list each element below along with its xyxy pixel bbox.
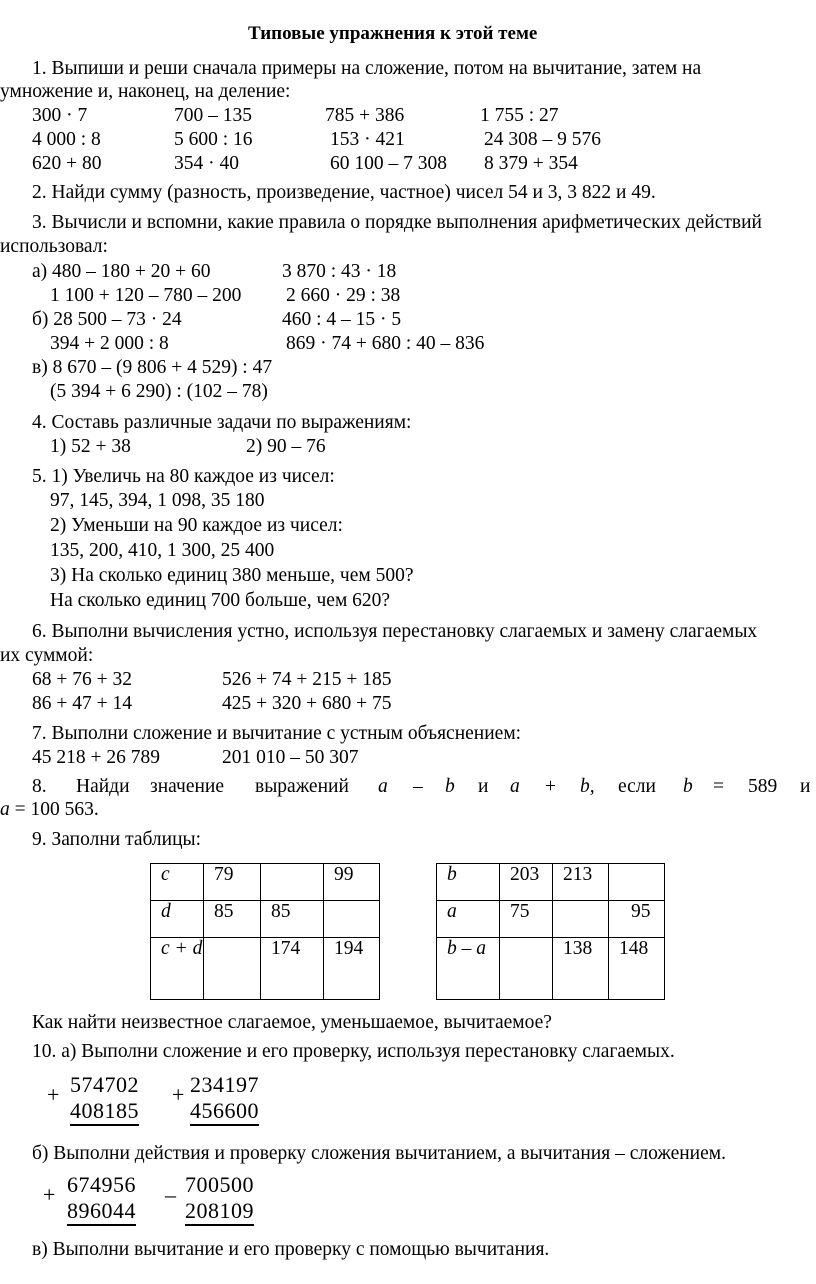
column-top-number: 674956 (67, 1172, 136, 1197)
ex1-cell: 1 755 : 27 (480, 105, 559, 126)
ex3-expr: 869 · 74 + 680 : 40 – 836 (286, 333, 485, 354)
ex10-a-text: 10. а) Выполни сложение и его проверку, используя перестановку слагаемых. (32, 1041, 675, 1062)
ex8-word: и (478, 776, 489, 797)
page-title: Типовые упражнения к этой теме (248, 23, 538, 44)
ex3-expr: а) 480 – 180 + 20 + 60 (32, 261, 211, 282)
ex5-line: 2) Уменьши на 90 каждое из чисел: (50, 515, 343, 536)
table-cell: 148 (609, 938, 665, 1000)
ex6-expr: 68 + 76 + 32 (32, 669, 132, 690)
ex5-line: 135, 200, 410, 1 300, 25 400 (50, 540, 275, 561)
table-cell (204, 938, 261, 1000)
ex8-word: 589 (748, 776, 778, 797)
table-cell: c + d (151, 938, 204, 1000)
table-cell: 138 (553, 938, 609, 1000)
ex8-var: a (0, 799, 10, 820)
ex8-word: выражений (255, 776, 349, 797)
ex7-expr: 201 010 – 50 307 (222, 747, 359, 768)
ex8-word: b (445, 776, 455, 797)
ex6-line1: 6. Выполни вычисления устно, используя перестановку слагаемых и замену слагаемых (32, 621, 758, 642)
ex5-line: 97, 145, 394, 1 098, 35 180 (50, 490, 265, 511)
ex8-word: b (683, 776, 693, 797)
table-cell: 174 (261, 938, 324, 1000)
ex4-expr: 2) 90 – 76 (246, 436, 326, 457)
table-cell: 85 (261, 901, 324, 938)
table-cell (324, 901, 380, 938)
ex10-b-text: б) Выполни действия и проверку сложения вычитанием, а вычитания – сложением. (32, 1143, 726, 1164)
table-cell (500, 938, 553, 1000)
ex8-word: 8. (32, 776, 47, 797)
ex1-cell: 153 · 421 (330, 129, 405, 150)
ex3-line2: использовал: (0, 236, 108, 257)
ex4-expr: 1) 52 + 38 (50, 436, 131, 457)
table-cell (261, 864, 324, 901)
ex8-word: b, (580, 776, 595, 797)
table-cell: 85 (204, 901, 261, 938)
column-bottom-number: 208109 (185, 1198, 254, 1226)
table-cell: d (151, 901, 204, 938)
column-bottom-number: 896044 (67, 1198, 136, 1226)
plus-sign: + (47, 1082, 60, 1107)
table-cell: 213 (553, 864, 609, 901)
table-cell: a (437, 901, 500, 938)
minus-sign: – (165, 1182, 176, 1207)
ex8-word: значение (150, 776, 225, 797)
ex1-cell: 24 308 – 9 576 (484, 129, 601, 150)
table-cell (609, 864, 665, 901)
ex10-c-text: в) Выполни вычитание и его проверку с помощью вычитания. (32, 1239, 550, 1260)
ex1-cell: 354 · 40 (174, 153, 239, 174)
ex2-text: 2. Найди сумму (разность, произведение, частное) чисел 54 и 3, 3 822 и 49. (32, 182, 656, 203)
table-c-d (150, 863, 380, 1000)
ex8-word: если (618, 776, 656, 797)
table-cell: 95 (609, 901, 665, 938)
ex3-expr: 3 870 : 43 · 18 (282, 261, 397, 282)
ex6-expr: 425 + 320 + 680 + 75 (222, 693, 392, 714)
table-cell: 75 (500, 901, 553, 938)
ex8-word: Найди (76, 776, 130, 797)
column-bottom-number: 456600 (190, 1098, 259, 1126)
ex8-line2 (0, 800, 99, 820)
ex9-question: Как найти неизвестное слагаемое, уменьшаемое, вычитаемое? (32, 1012, 552, 1033)
table-cell: c (151, 864, 204, 901)
column-calculation (165, 1072, 259, 1126)
table-b-a (436, 863, 665, 1000)
ex3-expr: 394 + 2 000 : 8 (50, 333, 169, 354)
ex1-cell: 60 100 – 7 308 (330, 153, 447, 174)
ex1-cell: 5 600 : 16 (174, 129, 253, 150)
ex3-expr: в) 8 670 – (9 806 + 4 529) : 47 (32, 357, 273, 378)
table-cell: 79 (204, 864, 261, 901)
column-calculation (42, 1172, 136, 1226)
ex3-expr: 460 : 4 – 15 · 5 (282, 309, 402, 330)
ex1-cell: 300 · 7 (32, 105, 88, 126)
ex1-cell: 620 + 80 (32, 153, 102, 174)
ex1-cell: 700 – 135 (174, 105, 252, 126)
column-calculation (160, 1172, 254, 1226)
column-top-number: 700500 (185, 1172, 254, 1197)
table-cell: 194 (324, 938, 380, 1000)
ex8-word: – (413, 776, 423, 797)
table-cell: b – a (437, 938, 500, 1000)
ex5-line: На сколько единиц 700 больше, чем 620? (50, 590, 391, 611)
table-cell (553, 901, 609, 938)
plus-sign: + (43, 1182, 56, 1207)
ex3-expr: (5 394 + 6 290) : (102 – 78) (50, 381, 268, 402)
table-cell: 203 (500, 864, 553, 901)
ex5-line: 5. 1) Увеличь на 80 каждое из чисел: (32, 466, 335, 487)
ex3-expr: б) 28 500 – 73 · 24 (32, 309, 182, 330)
ex1-cell: 785 + 386 (325, 105, 405, 126)
plus-sign: + (172, 1082, 185, 1107)
ex1-line2: умножение и, наконец, на деление: (0, 81, 291, 102)
ex4-line1: 4. Составь различные задачи по выражениям: (32, 412, 412, 433)
ex3-expr: 1 100 + 120 – 780 – 200 (50, 285, 242, 306)
ex7-expr: 45 218 + 26 789 (32, 747, 160, 768)
ex3-expr: 2 660 · 29 : 38 (286, 285, 401, 306)
ex5-line: 3) На сколько единиц 380 меньше, чем 500? (50, 565, 414, 586)
column-bottom-number: 408185 (70, 1098, 139, 1126)
ex7-line1: 7. Выполни сложение и вычитание с устным объяснением: (32, 723, 522, 744)
ex8-word: и (800, 776, 811, 797)
column-top-number: 574702 (70, 1072, 139, 1097)
ex8-value: = 100 563. (9, 799, 99, 820)
ex3-line1: 3. Вычисли и вспомни, какие правила о порядке выполнения арифметических действий (32, 212, 762, 233)
ex6-expr: 86 + 47 + 14 (32, 693, 132, 714)
table-cell: 99 (324, 864, 380, 901)
ex1-cell: 4 000 : 8 (32, 129, 101, 150)
ex8-word: a (510, 776, 520, 797)
ex8-word: a (378, 776, 388, 797)
ex8-word: = (713, 776, 724, 797)
ex6-expr: 526 + 74 + 215 + 185 (222, 669, 392, 690)
column-calculation (45, 1072, 139, 1126)
ex1-cell: 8 379 + 354 (484, 153, 578, 174)
column-top-number: 234197 (190, 1072, 259, 1097)
ex6-line2: их суммой: (0, 645, 94, 666)
ex9-line1: 9. Заполни таблицы: (32, 829, 202, 850)
table-cell: b (437, 864, 500, 901)
ex8-word: + (545, 776, 556, 797)
ex1-line1: 1. Выпиши и реши сначала примеры на сложение, потом на вычитание, затем на (32, 58, 702, 79)
